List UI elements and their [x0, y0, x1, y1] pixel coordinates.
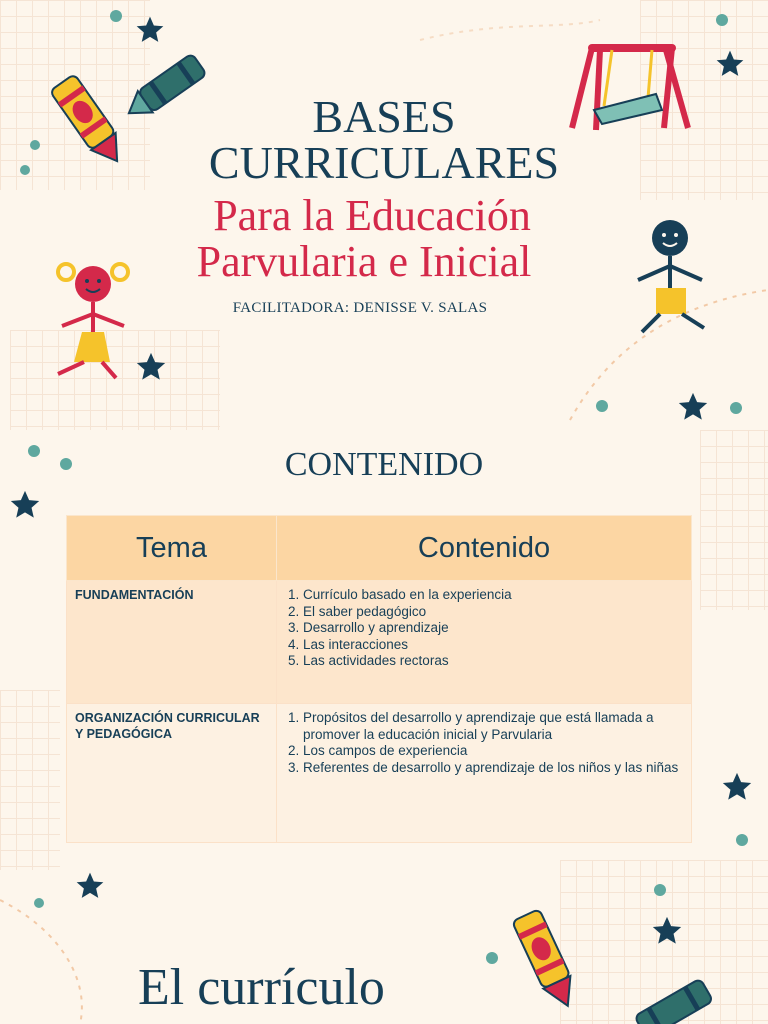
- header-tema: Tema: [67, 516, 277, 581]
- dot-decoration: [34, 898, 44, 908]
- table-row: [67, 581, 692, 704]
- list-item: 3. Referentes de desarrollo y aprendizaje de los niños y las niñas: [303, 760, 683, 777]
- title-line-2: CURRICULARES: [208, 137, 560, 188]
- title-line-1: BASES: [312, 91, 456, 142]
- list-item: 2. Los campos de experiencia: [303, 743, 683, 760]
- dot-decoration: [736, 834, 748, 846]
- star-icon: [134, 14, 166, 46]
- subtitle-line-2: Parvularia e Inicial: [196, 237, 532, 286]
- content-list: [285, 587, 683, 670]
- list-item: 1. Propósitos del desarrollo y aprendizaje que está llamada a promover la educación inicial y Parvularia: [303, 710, 683, 743]
- star-icon: [714, 48, 746, 80]
- dot-decoration: [486, 952, 498, 964]
- dot-decoration: [596, 400, 608, 412]
- star-icon: [650, 914, 684, 948]
- dot-decoration: [110, 10, 122, 22]
- content-heading: CONTENIDO: [284, 446, 484, 483]
- dot-decoration: [716, 14, 728, 26]
- list-item: 3. Desarrollo y aprendizaje: [303, 620, 683, 637]
- list-item: 2. El saber pedagógico: [303, 604, 683, 621]
- content-list: [285, 710, 683, 776]
- star-icon: [8, 488, 42, 522]
- crayon-icon: [628, 972, 728, 1024]
- row-contenido: [277, 704, 692, 843]
- facilitator-label: FACILITADORA: DENISSE V. SALAS: [232, 300, 488, 316]
- star-icon: [676, 390, 710, 424]
- dot-decoration: [730, 402, 742, 414]
- row-tema: FUNDAMENTACIÓN: [67, 581, 277, 704]
- content-table: [66, 515, 692, 843]
- dot-decoration: [654, 884, 666, 896]
- row-tema: ORGANIZACIÓN CURRICULAR Y PEDAGÓGICA: [67, 704, 277, 843]
- list-item: 5. Las actividades rectoras: [303, 653, 683, 670]
- section-title: El currículo: [138, 959, 385, 1016]
- star-icon: [74, 870, 106, 902]
- crayon-icon: [500, 906, 596, 1016]
- table-header-row: [67, 516, 692, 581]
- list-item: 4. Las interacciones: [303, 637, 683, 654]
- subtitle-line-1: Para la Educación: [213, 191, 531, 240]
- header-contenido: Contenido: [277, 516, 692, 581]
- table-row: [67, 704, 692, 843]
- row-contenido: [277, 581, 692, 704]
- list-item: 1. Currículo basado en la experiencia: [303, 587, 683, 604]
- star-icon: [720, 770, 754, 804]
